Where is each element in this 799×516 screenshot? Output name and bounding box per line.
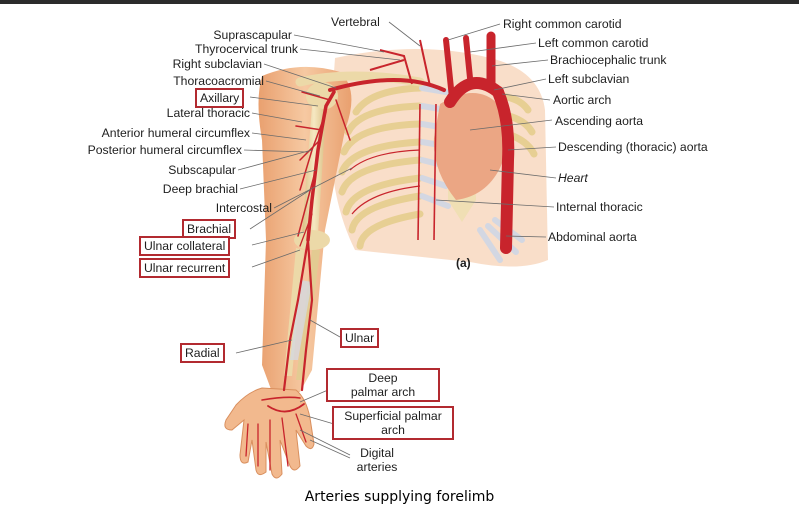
label-thyrocervical-trunk: Thyrocervical trunk bbox=[195, 42, 298, 56]
label-lateral-thoracic: Lateral thoracic bbox=[166, 106, 250, 120]
label-brachial: Brachial bbox=[182, 219, 236, 239]
label-vertebral: Vertebral bbox=[331, 15, 380, 29]
label-deep-brachial: Deep brachial bbox=[162, 182, 238, 196]
label-digital-arteries bbox=[342, 446, 412, 474]
label-right-common-carotid: Right common carotid bbox=[503, 17, 622, 31]
label-right-subclavian: Right subclavian bbox=[172, 57, 262, 71]
label-superficial-palmar-arch-line1: Superficial palmar bbox=[344, 409, 442, 423]
label-deep-palmar-arch-line1: Deep bbox=[368, 371, 398, 385]
label-subscapular: Subscapular bbox=[168, 163, 236, 177]
label-brachiocephalic-trunk: Brachiocephalic trunk bbox=[550, 53, 667, 67]
label-superficial-palmar-arch bbox=[332, 406, 454, 440]
label-deep-palmar-arch-line2: palmar arch bbox=[350, 385, 416, 399]
label-aortic-arch: Aortic arch bbox=[553, 93, 612, 107]
label-posterior-humeral-circumflex: Posterior humeral circumflex bbox=[87, 143, 242, 157]
label-superficial-palmar-arch-line2: arch bbox=[381, 423, 405, 437]
label-left-subclavian: Left subclavian bbox=[548, 72, 630, 86]
label-ascending-aorta: Ascending aorta bbox=[555, 114, 644, 128]
figure-caption: Arteries supplying forelimb bbox=[304, 489, 495, 505]
label-thoracoacromial: Thoracoacromial bbox=[173, 74, 264, 88]
label-digital-arteries-line2: arteries bbox=[356, 460, 398, 474]
label-digital-arteries-line1: Digital bbox=[360, 446, 394, 460]
label-axillary: Axillary bbox=[195, 88, 244, 108]
label-descending-aorta: Descending (thoracic) aorta bbox=[558, 140, 708, 154]
label-ulnar-recurrent: Ulnar recurrent bbox=[139, 258, 230, 278]
label-deep-palmar-arch bbox=[326, 368, 440, 402]
label-internal-thoracic: Internal thoracic bbox=[556, 200, 643, 214]
label-radial: Radial bbox=[180, 343, 225, 363]
label-anterior-humeral-circumflex: Anterior humeral circumflex bbox=[101, 126, 250, 140]
label-heart: Heart bbox=[558, 171, 588, 185]
label-abdominal-aorta: Abdominal aorta bbox=[548, 230, 637, 244]
panel-label: (a) bbox=[456, 256, 471, 270]
label-left-common-carotid: Left common carotid bbox=[538, 36, 649, 50]
label-intercostal: Intercostal bbox=[215, 201, 272, 215]
label-ulnar: Ulnar bbox=[340, 328, 379, 348]
label-ulnar-collateral: Ulnar collateral bbox=[139, 236, 230, 256]
label-suprascapular: Suprascapular bbox=[213, 28, 292, 42]
